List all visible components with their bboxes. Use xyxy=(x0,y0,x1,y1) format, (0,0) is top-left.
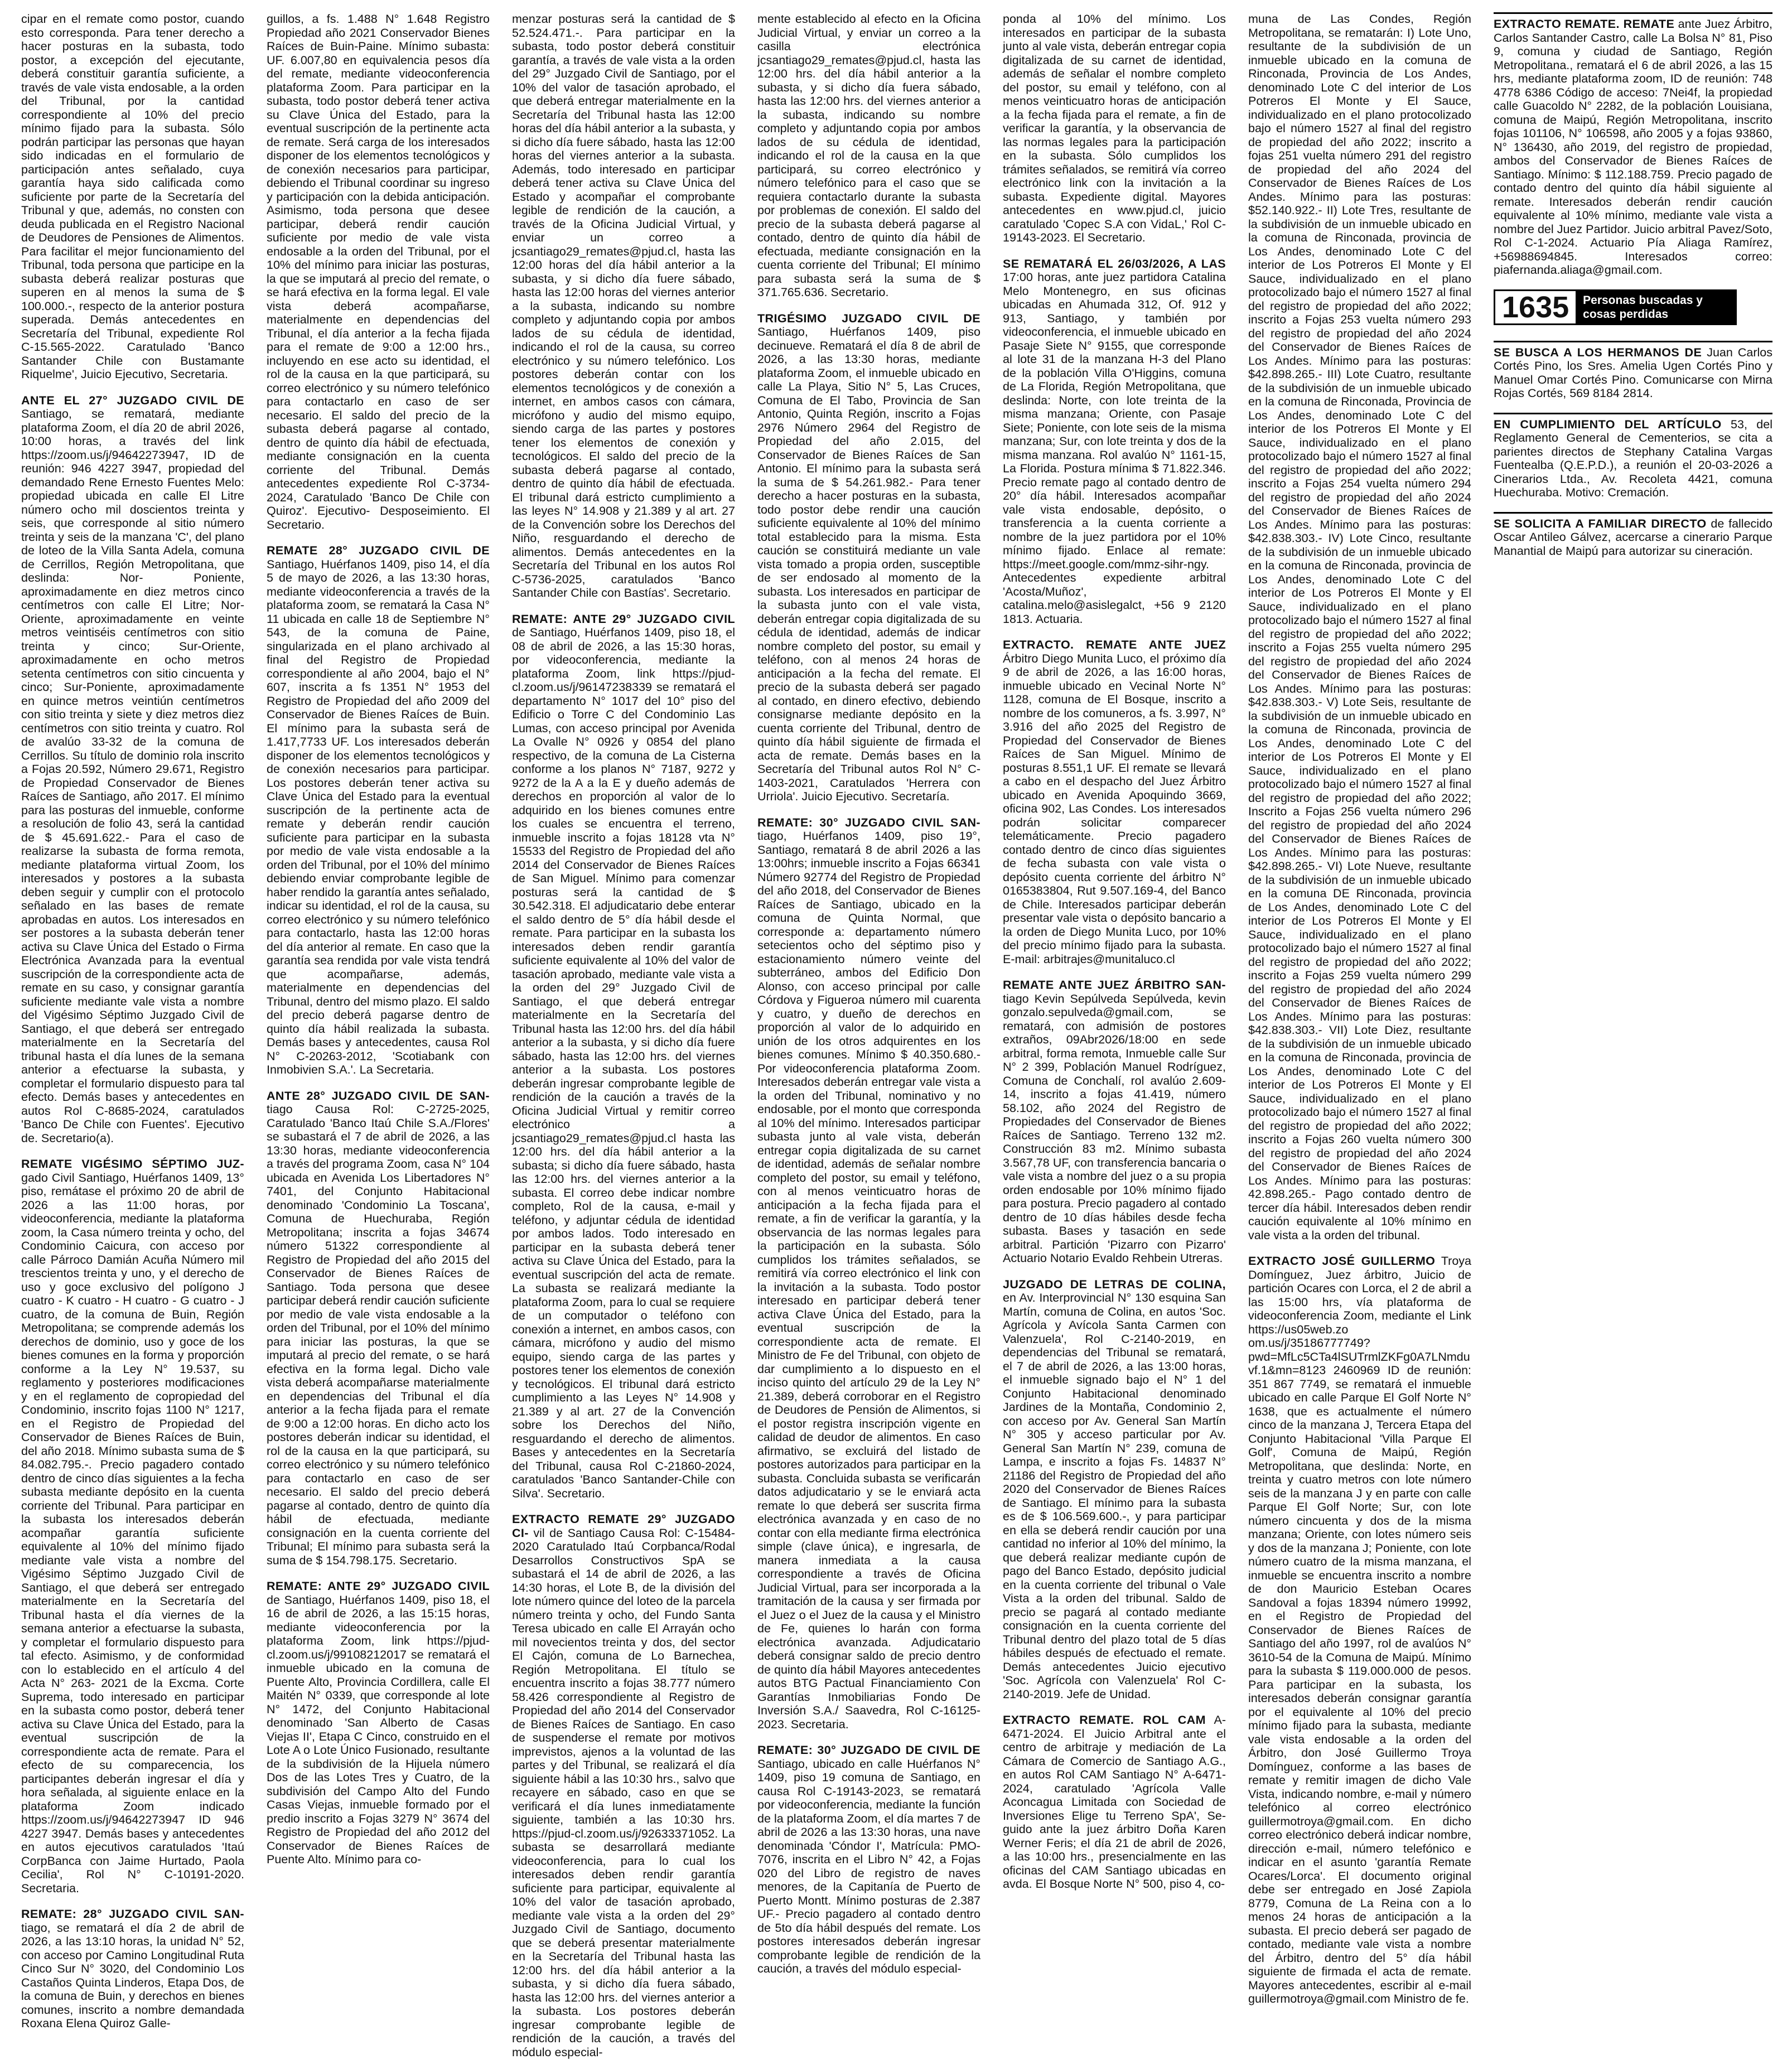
notice xyxy=(267,544,490,1077)
notice xyxy=(21,394,244,1146)
notice-heading: EXTRACTO JOSÉ GUILLERMO xyxy=(1248,1254,1436,1268)
notice-heading: REMATE: ANTE 29° JUZGADO CIVIL xyxy=(512,612,735,626)
notice-continuation xyxy=(512,12,735,600)
notice xyxy=(512,612,735,1501)
column-2 xyxy=(267,12,490,1866)
notice-heading: JUZGADO DE LETRAS DE COLINA, xyxy=(1003,1277,1226,1291)
notice xyxy=(267,1089,490,1568)
notice-text: tiago Kevin Sepúlveda Sepúlveda, kevin gonzalo.sepulveda@gmail.com, se rematará, con admisión de postores extraños, 09Abr2026/18:00 en sede arbitral, forma remota, Inmueble calle Sur N° 2 399, Población Manuel Rodríguez, Comuna de Conchalí, rol avalúo 2.609-14, inscrito a fojas 41.419, número 58.102, año 2024 del Registro de Propiedades del Conservador de Bienes Raíces de Santiago. Terreno 132 m2. Construcción 83 m2. Mínimo subasta 3.567,78 UF, con transferencia bancaria o vale vista a nombre del juez o a su propia orden endosable por 10% mínimo fijado para postura. Precio pagadero al contado dentro de 10 días hábiles desde fecha subasta. Bases y tasación en sede arbitral. Partición 'Pizarro con Pizarro' Actuario Notario Evaldo Rehbein Utreras. xyxy=(1003,992,1226,1265)
notice-text: Juan Carlos Cortés Pino, los Sres. Amelia Ugen Cortés Pino y Manuel Omar Cortés Pino. Comunicarse con Mirna Rojas Cortés, 569 8184 2814. xyxy=(1494,345,1772,400)
notice xyxy=(1494,12,1772,277)
notice-text: Santiago, Huérfanos 1409, piso 14, el día 5 de mayo de 2026, a las 13:30 horas, mediante videoconferencia a través de la plataforma zoom, se rematará la Casa N° 11 ubicada en calle 18 de Septiembre N° 543, de la comuna de Paine, singularizada en el plano archivado al final del Registro de Propiedad correspondiente al año 2004, bajo el N° 607, inscrita a fs 1351 N° 1953 del Registro de Propiedad del año 2009 del Conservador de Bienes Raíces de Buin. El mínimo para la subasta será de 1.417,7733 UF. Los interesados deberán disponer de los elementos tecnológicos y de conexión necesarios para participar. Los postores deberán tener activa su Clave Única del Estado para la eventual suscripción de la pertinente acta de remate y deberán rendir caución suficiente para participar en la subasta por medio de vale vista endosable a la orden del Tribunal, por el 10% del mínimo debiendo enviar comprobante legible de haber rendido la garantía antes señalado, indicar su identidad, el rol de la causa, su correo electrónico y su número telefónico para contactarlo, hasta las 12:00 horas del día anterior al remate. En caso que la garantía sea rendida por vale vista tendrá que acompañarse, además, materialmente en dependencias del Tribunal, dentro del mismo plazo. El saldo del precio deberá pagarse dentro de quinto día hábil realizada la subasta. Demás bases y antecedentes, causa Rol N° C-20263-2012, 'Scotiabank con Inmobivien S.A.'. La Secretaria. xyxy=(267,557,490,1076)
notice xyxy=(1003,978,1226,1265)
section-label: Personas buscadas y cosas perdidas xyxy=(1577,291,1735,323)
notice xyxy=(1003,257,1226,626)
notice-continuation xyxy=(21,12,244,381)
column-4 xyxy=(757,12,980,1975)
notice-heading: EXTRACTO REMATE. REMATE xyxy=(1494,17,1675,31)
notice xyxy=(757,1743,980,1976)
notice-heading: EN CUMPLIMIENTO DEL ARTÍCULO xyxy=(1494,417,1722,431)
notice xyxy=(1494,512,1772,558)
notice-heading: SE SOLICITA A FAMILIAR DIRECTO xyxy=(1494,516,1707,530)
column-7 xyxy=(1494,12,1772,1853)
notice-heading: EXTRACTO REMATE. ROL CAM xyxy=(1003,1713,1206,1727)
notice-heading: REMATE: 28° JUZGADO CIVIL SAN- xyxy=(21,1907,244,1921)
notice-heading: REMATE 28° JUZGADO CIVIL DE xyxy=(267,544,490,557)
notice-text: ponda al 10% del mínimo. Los interesados en participar de la subasta junto al vale vista, deberán entregar copia digitalizada de su carnet de identidad, además de señalar el nombre completo del postor, su email y teléfono, con al menos veinticuatro horas de anticipación a la fecha fijada para el remate, a fin de verificar la garantía, y la observancia de las normas legales para la participación en la subasta. Sólo cumplidos los trámites señalados, se remitirá vía correo electrónico link con la invitación a la subasta. Expediente digital. Mayores antecedentes en www.pjud.cl, juicio caratulado 'Copec S.A con VidaL,' Rol C-19143-2023. El Secretario. xyxy=(1003,12,1226,244)
notice-heading: ANTE 28° JUZGADO CIVIL DE SAN- xyxy=(267,1089,490,1103)
notice-text: tiago, Huérfanos 1409, piso 19°, Santiago, rematará 8 de abril 2026 a las 13:00hrs; inmueble inscrito a Fojas 66341 Número 92774 del Registro de Propiedad del año 2018, del Conservador de Bienes Raíces de Santiago, ubicado en la comuna de Quinta Normal, que corresponde a: departamento número setecientos ocho del séptimo piso y estacionamiento número veinte del subterráneo, ambos del Edificio Don Alonso, con acceso principal por calle Córdova y Figueroa número mil cuarenta y cuatro, y dueño de derechos en proporción al valor de lo adquirido en unión de los otros adquirentes en los bienes comunes. Mínimo $ 40.350.680.- Por videoconferencia plataforma Zoom. Interesados deberán entregar vale vista a la orden del Tribunal, nominativo y no endosable, por el monto que corresponda al 10% del mínimo. Interesados participar subasta junto al vale vista, deberán entregar copia digitalizada de su carnet de identidad, además de señalar nombre completo del postor, su email y teléfono, con al menos veinticuatro horas de anticipación a la fecha fijada para el remate, a fin de verificar la garantía, y la observancia de las normas legales para la participación en la subasta. Sólo cumplidos los trámites señalados, se remitirá vía correo electrónico el link con la invitación a la subasta. Todo postor interesado en participar deberá tener activa Clave Única del Estado, para la eventual suscripción de la correspondiente acta de remate. El Ministro de Fe del Tribunal, con objeto de dar cumplimiento a lo dispuesto en el inciso quinto del artículo 29 de la Ley N° 21.389, deberá corroborar en el Registro de Deudores de Pensión de Alimentos, si el postor registra inscripción vigente en calidad de deudor de alimentos. En caso afirmativo, se excluirá del listado de postores autorizados para participar en la subasta. Concluida subasta se verificarán datos adjudicatario y se le enviará acta remate lo que deberá ser suscrita firma electrónica avanzada y en caso de no contar con ella mediante firma electrónica simple (clave única), e ingresarla, de manera inmediata a la causa correspondiente a través de Oficina Judicial Virtual, para ser incorporada a la tramitación de la causa y ser firmada por el Juez o el Juez de la causa y el Ministro de Fe, quienes lo harán con forma electrónica avanzada. Adjudicatario deberá consignar saldo de precio dentro de quinto día hábil Mayores antecedentes autos BTG Pactual Financiamiento Con Garantías Inmobiliarias Fondo De Inversión S.A./ Saavedra, Rol C-16125-2023. Secretaria. xyxy=(757,829,980,1731)
notice xyxy=(267,1579,490,1867)
notice-continuation xyxy=(267,12,490,531)
notice-text: tiago Causa Rol: C-2725-2025, Caratulado 'Banco Itaú Chile S.A./Flores' se subastará el 7 de abril de 2026, a las 13:30 horas, mediante videoconferencia a través del programa Zoom, casa N° 104 ubicada en Avenida Los Libertadores N° 7401, del Conjunto Habitacional denominado 'Condominio La Toscana', Comuna de Huechuraba, Región Metropolitana; inscrita a fojas 34674 número 51322 correspondiente al Registro de Propiedad del año 2015 del Conservador de Bienes Raíces de Santiago. Toda persona que desee participar deberá rendir caución suficiente por medio de vale vista endosable a la orden del Tribunal, por el 10% del mínimo para iniciar las posturas, la que se imputará al precio del remate, o se hará efectiva en la forma legal. Dicho vale vista deberá acompañarse materialmente en dependencias del Tribunal el día anterior a la fecha fijada para el remate de 9:00 a 12:00 horas. En dicho acto los postores deberán indicar su identidad, el rol de la causa en la que participará, su correo electrónico y su número telefónico para contactarlo en caso de ser necesario. El saldo del precio deberá pagarse al contado, dentro de quinto día hábil de efectuada, mediante consignación en la cuenta corriente del Tribunal; El mínimo para subasta será la suma de $ 154.798.175. Secretario. xyxy=(267,1103,490,1567)
notice xyxy=(512,1512,735,2059)
notice-continuation xyxy=(1248,12,1471,1242)
column-1 xyxy=(21,12,244,2030)
notice-heading: EXTRACTO. REMATE ANTE JUEZ xyxy=(1003,638,1226,651)
notice-text: de fallecido Oscar Antileo Gálvez, acercarse a cinerario Parque Manantial de Maipú para autorizar su cineración. xyxy=(1494,516,1772,558)
notice-text: Santiago, ubicado en calle Huérfanos N° 1409, piso 19 comuna de Santiago, en causa Rol C-19143-2023, se rematará por videoconferencia, mediante la función de la plataforma Zoom, el día martes 7 de abril de 2026 a las 13:30 horas, una nave denominada 'Cóndor I', Matrícula: PMO-7076, inscrita en el Libro N° 42, a Fojas 020 del Libro de registro de naves menores, de la Capitanía de Puerto de Puerto Montt. Mínimo posturas de 2.387 UF.- Precio pagadero al contado dentro de 5to día hábil después del remate. Los postores interesados deberán ingresar comprobante legible de rendición de la caución, a través del módulo especial- xyxy=(757,1757,980,1975)
notice-text: Santiago, Huérfanos 1409, piso decinueve. Rematará el día 8 de abril de 2026, a las 13:30 horas, mediante plataforma Zoom, el inmueble ubicado en calle La Playa, Sitio N° 5, Las Cruces, Comuna de El Tabo, Provincia de San Antonio, Quinta Región, inscrito a Fojas 2976 Número 2964 del Registro de Propiedad del año 2.015, del Conservador de Bienes Raíces de San Antonio. El mínimo para la subasta será la suma de $ 54.261.982.- Para tener derecho a hacer posturas en la subasta, todo postor debe rendir una caución suficiente equivalente al 10% del mínimo total establecido para la misma. Esta caución se constituirá mediante un vale vista tomado a propia orden, susceptible de ser endosado al momento de la subasta. Los interesados en participar de la subasta junto con el vale vista, deberán entregar copia digitalizada de su cédula de identidad, además de indicar nombre completo del postor, su email y teléfono, con al menos 24 horas de anticipación a la fecha del remate. El precio de la subasta deberá ser pagado al contado, en dinero efectivo, debiendo consignarse mediante depósito en la cuenta corriente del Tribunal, dentro de quinto día hábil siguiente de firmada el acta de remate. Demás bases en la Secretaría del Tribunal autos Rol N° C-1403-2021, Caratulados 'Herrera con Urriola'. Juicio Ejecutivo. Secretaría. xyxy=(757,325,980,803)
notice xyxy=(1003,1713,1226,1891)
notice xyxy=(757,312,980,804)
notice-heading: REMATE: 30° JUZGADO CIVIL SAN- xyxy=(757,815,980,829)
notice-heading: ANTE EL 27° JUZGADO CIVIL DE xyxy=(21,393,244,407)
notice-heading: SE REMATARÁ EL 26/03/2026, A LAS xyxy=(1003,257,1226,270)
notice-text: Árbitro Diego Munita Luco, el próximo día 9 de abril de 2026, a las 16:00 horas, inmueble ubicado en Vecinal Norte N° 1128, comuna de El Bosque, inscrito a nombre de los comuneros, a fs. 3.997, N° 3.916 del año 2025 del Registro de Propiedad del Conservador de Bienes Raíces de San Miguel. Mínimo de posturas 8.551,1 UF. El remate se llevará a cabo en el despacho del Juez Árbitro ubicado en Avenida Apoquindo 3669, oficina 902, Las Condes. Los interesados podrán solicitar comparecer telemáticamente. Precio pagadero contado dentro de cinco días siguientes de fecha subasta con vale vista o depósito cuenta corriente del árbitro N° 0165383804, Rut 9.507.169-4, del Banco de Chile. Interesados participar deberán presentar vale vista o depósito bancario a la orden de Diego Munita Luco, por 10% del precio mínimo fijado para la subasta. E-mail: arbitrajes@munitaluco.cl xyxy=(1003,651,1226,966)
notice-heading: REMATE VIGÉSIMO SÉPTIMO JUZ- xyxy=(21,1157,244,1171)
notice-text: de Santiago, Huérfanos 1409, piso 18, el 16 de abril de 2026, a las 15:15 horas, mediante videoconferencia por la plataforma Zoom, link https://pjud-cl.zoom.us/j/99108212017 se rematará el inmueble ubicado en la comuna de Puente Alto, Provincia Cordillera, calle El Maitén N° 0339, que corresponde al lote N° 1472, del Conjunto Habitacional denominado 'San Alberto de Casas Viejas II', Etapa C Cinco, construido en el Lote A o Lote Único Fusionado, resultante de la subdivisión de la Hijuela número Dos de las Lotes Tres y Cuatro, de la subdivisión del Campo Alto del Fundo Casas Viejas, inmueble formado por el predio inscrito a Fojas 3279 N° 3674 del Registro de Propiedad del año 2012 del Conservador de Bienes Raíces de Puente Alto. Mínimo para co- xyxy=(267,1593,490,1866)
notice-heading: TRIGÉSIMO JUZGADO CIVIL DE xyxy=(757,311,980,325)
notice-text: de Santiago, Huérfanos 1409, piso 18, el 08 de abril de 2026, a las 15:30 horas, por videoconferencia, mediante la plataforma Zoom, link https://pjud-cl.zoom.us/j/96147238339 se rematará el departamento N° 1017 del 10° piso del Edificio o Torre C del Condominio Las Lumas, con acceso principal por Avenida La Ovalle N° 0926 y 0854 del plano respectivo, de la comuna de La Cisterna conforme a los planos N° 7187, 9272 y 9272 de la A a la E y dueño además de derechos en proporción al valor de lo adquirido en los bienes comunes entre los cuales se encuentra el terreno, inmueble inscrito a fojas 18128 vta N° 15533 del Registro de Propiedad del año 2014 del Conservador de Bienes Raíces de San Miguel. Mínimo para comenzar posturas será la cantidad de $ 30.542.318. El adjudicatario debe enterar el saldo dentro de 5° día hábil desde el remate. Para participar en la subasta los interesados deben rendir garantía suficiente equivalente al 10% del valor de tasación aprobado, mediante vale vista a la orden del 29° Juzgado Civil de Santiago, el que deberá entregar materialmente en la Secretaría del Tribunal hasta las 12:00 hrs. del día hábil anterior a la subasta, y si dicho día fuere sábado, hasta las 12:00 hrs. del viernes anterior a la subasta. Los postores deberán ingresar comprobante legible de rendición de la caución a través de la Oficina Judicial Virtual y remitir correo electrónico a jcsantiago29_remates@pjud.cl hasta las 12:00 hrs. del día hábil anterior a la subasta; si dicho día fuere sábado, hasta las 12:00 hrs. del viernes anterior a la subasta. El correo debe indicar nombre completo, Rol de la causa, e-mail y teléfono, y adjuntar cédula de identidad por ambos lados. Todo interesado en participar en la subasta deberá tener activa su Clave Única del Estado, para la eventual suscripción del acta de remate. La subasta se realizará mediante la plataforma Zoom, para lo cual se requiere de un computador o teléfono con conexión a internet, en ambos casos, con cámara, micrófono y audio del mismo equipo, siendo carga de las partes y postores tener los elementos de conexión y tecnológicos. El tribunal dará estricto cumplimiento a las Leyes N° 14.908 y 21.389 y al art. 27 de la Convención sobre los Derechos del Niño, resguardando el derecho de alimentos. Bases y antecedentes en la Secretaría del Tribunal, causa Rol C-21860-2024, caratulados 'Banco Santander-Chile con Silva'. Secretario. xyxy=(512,626,735,1500)
column-6 xyxy=(1248,12,1471,2005)
section-number: 1635 xyxy=(1495,291,1577,323)
notice-heading: EXTRACTO REMATE 29° JUZGADO CI- xyxy=(512,1512,735,1540)
notice-heading: SE BUSCA A LOS HERMANOS DE xyxy=(1494,345,1702,359)
notice xyxy=(21,1907,244,2031)
section-header xyxy=(1494,289,1737,325)
notice-continuation xyxy=(1003,12,1226,245)
column-3 xyxy=(512,12,735,2059)
notice-continuation xyxy=(757,12,980,299)
notice-text: menzar posturas será la cantidad de $ 52.524.471.-. Para participar en la subasta, todo postor deberá constituir garantía, a través de vale vista a la orden del 29° Juzgado Civil de Santiago, por el 10% del valor de tasación aprobado, el que deberá entregar materialmente en la Secretaría del Tribunal hasta las 12:00 horas del día hábil anterior a la subasta, y si dicho día fuere sábado, hasta las 12:00 horas del viernes anterior a la subasta. Además, todo interesado en participar deberá tener activa su Clave Única del Estado y acompañar el comprobante legible de rendición de la caución, a través de la Oficina Judicial Virtual, y enviar un correo a jcsantiago29_remates@pjud.cl, hasta las 12:00 horas del día hábil anterior a la subasta, y si dicho día fuere sábado, hasta las 12:00 horas del viernes anterior a la subasta, indicando su nombre completo y adjuntando copia por ambos lados de su cédula de identidad, indicando el rol de la causa, su correo electrónico y su número telefónico. Los postores deberán contar con los elementos tecnológicos y de conexión a internet, en ambos casos con cámara, micrófono y audio del mismo equipo, siendo carga de las partes y postores tener los elementos de conexión y tecnológicos. El saldo del precio de la subasta deberá pagarse al contado, dentro de quinto día hábil de efectuada. El tribunal dará estricto cumplimiento a las leyes N° 14.908 y 21.389 y al art. 27 de la Convención sobre los Derechos del Niño, resguardando el derecho de alimentos. Demás antecedentes en la Secretaría del Tribunal en los autos Rol C-5736-2025, caratulados 'Banco Santander Chile con Bastías'. Secretario. xyxy=(512,12,735,600)
notice-text: tiago, se rematará el día 2 de abril de 2026, a las 13:10 horas, la unidad N° 52, con acceso por Camino Longitudinal Ruta Cinco Sur N° 3020, del Condominio Los Castaños Quinta Linderos, Etapa Dos, de la comuna de Buin, y derechos en bienes comunes, inscrito a nombre demandada Roxana Elena Quiroz Galle- xyxy=(21,1921,244,2030)
notice-heading: REMATE: ANTE 29° JUZGADO CIVIL xyxy=(267,1579,490,1593)
notice-text: ante Juez Árbitro, Carlos Santander Castro, calle La Bolsa N° 81, Piso 9, comuna y ciudad de Santiago, Región Metropolitana., rematará el 6 de abril 2026, a las 15 hrs, mediante plataforma zoom, ID de reunión: 748 4778 6386 Código de acceso: 7Nei4f, la propiedad calle Guacoldo N° 2282, de la población Louisiana, comuna de Maipú, Región Metropolitana, inscrito fojas 101106, N° 106598, año 2005 y a fojas 93860, N° 136430, año 2019, del registro de propiedad, ambos del Conservador de Bienes Raíces de Santiago. Mínimo: $ 112.188.759. Precio pagado de contado dentro del quinto día hábil siguiente al remate. Interesados deberán rendir caución equivalente al 10% mínimo, mediante vale vista a nombre del Juez Partidor. Juicio arbitral Pavez/Soto, Rol C-1-2024. Actuario Pía Aliaga Ramírez, +56988694845. Interesados correo: piafernanda.aliaga@gmail.com. xyxy=(1494,17,1772,277)
notice xyxy=(1494,341,1772,400)
notice-heading: REMATE: 30° JUZGADO DE CIVIL DE xyxy=(757,1743,980,1757)
notice-text: Santiago, se rematará, mediante plataforma Zoom, el día 20 de abril 2026, 10:00 horas, a través del link https://zoom.us/j/94642273947, ID de reunión: 946 4227 3947, propiedad del demandado Rene Ernesto Fuentes Melo: propiedad ubicada en calle El Litre número ocho mil doscientos treinta y seis, que corresponde al sitio número treinta y seis de la manzana 'C', del plano de loteo de la Villa Santa Adela, comuna de Cerrillos, Región Metropolitana, que deslinda: Nor- Poniente, aproximadamente en diez metros cinco centímetros con calle El Litre; Nor-Oriente, aproximadamente en veinte metros veintiséis centímetros con sitio treinta y cinco; Sur-Oriente, aproximadamente en ocho metros setenta centímetros con sitio cincuenta y cinco; Sur-Poniente, aproximadamente en quince metros veintiún centímetros con sitio treinta y siete y diez metros diez centímetros con sitio treinta y cuatro. Rol de avalúo 33-32 de la comuna de Cerrillos. Su título de dominio rola inscrito a Fojas 20.592, Número 29.671, Registro de Propiedad Conservador de Bienes Raíces de Santiago, año 2017. El mínimo para las posturas del inmueble, conforme a resolución de folio 43, será la cantidad de $ 45.691.622.- Para el caso de realizarse la subasta de forma remota, mediante plataforma virtual Zoom, los interesados y postores a la subasta deben seguir y cumplir con el protocolo señalado en las bases de remate aprobadas en autos. Los interesados en ser postores a la subasta deberán tener activa su Clave Única del Estado o Firma Electrónica Avanzada para la eventual suscripción de la correspondiente acta de remate en su caso, y consignar garantía suficiente mediante vale vista a nombre del Vigésimo Séptimo Juzgado Civil de Santiago, el que deberá ser entregado materialmente en la Secretaría del tribunal hasta el día lunes de la semana anterior a efectuarse la subasta, y completar el formulario dispuesto para tal efecto. Demás bases y antecedentes en autos Rol C-8685-2024, caratulados 'Banco De Chile con Fuentes'. Ejecutivo de. Secretario(a). xyxy=(21,407,244,1145)
notice xyxy=(1248,1254,1471,2006)
notice-text: gado Civil Santiago, Huérfanos 1409, 13° piso, remátase el próximo 20 de abril de 2026 a las 11:00 horas, por videoconferencia, mediante la plataforma zoom, la Casa número treinta y ocho, del Condominio Caicura, con acceso por calle Párroco Damián Acuña Número mil trescientos treinta y uno, y el derecho de uso y goce exclusivo del polígono J cuatro - K cuatro - H cuatro - G cuatro - J cuatro, de la comuna de Buin, Región Metropolitana; se comprende además los derechos de dominio, uso y goce de los bienes comunes en la forma y proporción conforme a la Ley N° 19.537, su reglamento y posteriores modificaciones y en el reglamento de copropiedad del Condominio, inscrito fojas 1100 N° 1217, en el Registro de Propiedad del Conservador de Bienes Raíces de Buin, del año 2018. Mínimo subasta suma de $ 84.082.795.-. Precio pagadero contado dentro de cinco días siguientes a la fecha subasta mediante depósito en la cuenta corriente del Tribunal. Para participar en la subasta los interesados deberán acompañar garantía suficiente equivalente al 10% del mínimo fijado mediante vale vista a nombre del Vigésimo Séptimo Juzgado Civil de Santiago, el que deberá ser entregado materialmente en la Secretaría del Tribunal hasta el día viernes de la semana anterior a efectuarse la subasta, y completar el formulario dispuesto para tal efecto. Asimismo, y de conformidad con lo establecido en el artículo 4 del Acta N° 263- 2021 de la Excma. Corte Suprema, todo interesado en participar en la subasta como postor, deberá tener activa su Clave Única del Estado, para la eventual suscripción de la correspondiente acta de remate. Para el efecto de su comparecencia, los participantes deberán ingresar el día y hora señalada, al siguiente enlace en la plataforma Zoom indicado https://zoom.us/j/94642273947 ID 946 4227 3947. Demás bases y antecedentes en autos ejecutivos caratulados 'Itaú CorpBanca con Jaime Hurtado, Paola Cecilia', Rol N° C-10191-2020. Secretaria. xyxy=(21,1171,244,1895)
notice-text: muna de Las Condes, Región Metropolitana, se rematarán: I) Lote Uno, resultante de la subdivisión de un inmueble ubicado en la comuna de Rinconada, Provincia de Los Andes, denominado Lote C del interior de Los Potreros El Monte y El Sauce, individualizado en el plano protocolizado bajo el número 1527 al final del registro de propiedad del año 2022; inscrito a fojas 251 vuelta número 291 del registro de propiedad del año 2024 del Conservador de Bienes Raíces de Los Andes. Mínimo para las posturas: $52.140.922.- II) Lote Tres, resultante de la subdivisión de un inmueble ubicado en la comuna de Rinconada, provincia de Los Andes, denominado Lote C del interior de Los Potreros El Monte y El Sauce, individualizado en el plano protocolizado bajo el número 1527 al final del registro de propiedad del año 2022; inscrito a Fojas 253 vuelta número 293 del registro de propiedad del año 2024 del Conservador de Bienes Raíces de Los Andes. Mínimo para las posturas: $42.898.265.- III) Lote Cuatro, resultante de la subdivisión de un inmueble ubicado en la comuna de Rinconada, Provincia de Los Andes, denominado Lote C del interior de los Potreros El Monte y El Sauce, individualizado en el plano protocolizado bajo el número 1527 al final del registro de propiedad del año 2022; inscrito a Fojas 254 vuelta número 294 del registro de propiedad del año 2024 del Conservador de Bienes Raíces de Los Andes. Mínimo para las posturas: $42.838.303.- IV) Lote Cinco, resultante de la subdivisión de un inmueble ubicado en la comuna de Rinconada, provincia de Los Andes, denominado Lote C del interior de Los Potreros El Monte y El Sauce, individualizado en el plano protocolizado bajo el número 1527 al final del registro de propiedad del año 2022; inscrito a Fojas 255 vuelta número 295 del registro de propiedad del año 2024 del Conservador de Bienes Raíces de Los Andes. Mínimo para las posturas: $42.838.303.- V) Lote Seis, resultante de la subdivisión de un inmueble ubicado en la comuna de Rinconada, provincia de Los Andes, denominado Lote C del interior de Los Potreros El Monte y El Sauce, individualizado en el plano protocolizado bajo el número 1527 al final del registro de propiedad del año 2022; Inscrito a Fojas 256 vuelta número 296 del registro de propiedad del año 2024 del Conservador de Bienes Raíces de Los Andes. Mínimo para las posturas: $42.898.265.- VI) Lote Nueve, resultante de la subdivisión de un inmueble ubicado en la comuna DE Rinconada, provincia de Los Andes, denominado Lote C del interior de Los Potreros El Monte y El Sauce, individualizado en el plano protocolizado bajo el número 1527 al final del registro de propiedad del año 2022; inscrito a Fojas 259 vuelta número 299 del registro de propiedad del año 2024 del Conservador de Bienes Raíces de Los Andes. Mínimo para las posturas: $42.838.303.- VII) Lote Diez, resultante de la subdivisión de un inmueble ubicado en la comuna de Rinconada, provincia de Los Andes, denominado Lote C del interior de Los Potreros El Monte y El Sauce, individualizado en el plano protocolizado bajo el número 1527 al final del registro de propiedad del año 2022; inscrito a Fojas 260 vuelta número 300 del registro de propiedad del año 2024 del Conservador de Bienes Raíces de Los Andes. Mínimo para las posturas: 42.898.265.- Pago contado dentro de tercer día hábil. Interesados deben rendir caución equivalente al 10% mínimo en vale vista a la orden del tribunal. xyxy=(1248,12,1471,1242)
notice-text: cipar en el remate como postor, cuando esto corresponda. Para tener derecho a hacer posturas en la subasta, todo postor, a excepción del ejecutante, deberá constituir garantía suficiente, a través de vale vista endosable, a la orden del Tribunal, por la cantidad correspondiente al 10% del precio mínimo fijado para la subasta. Sólo podrán participar las personas que hayan sido indicadas en el formulario de participación antes señalado, cuya garantía haya sido calificada como suficiente por parte de la Secretaría del Tribunal y que, además, no consten con deuda publicada en el Registro Nacional de Deudores de Pensiones de Alimentos. Para facilitar el mejor funcionamiento del Tribunal, toda persona que participe en la subasta deberá realizar posturas que superen en al menos la suma de $ 100.000.-, respecto de la anterior postura superada. Demás antecedentes en Secretaría del Tribunal, expediente Rol C-15.565-2022. Caratulado 'Banco Santander Chile con Bustamante Riquelme', Juicio Ejecutivo, Secretaria. xyxy=(21,12,244,381)
notice xyxy=(21,1157,244,1895)
notice-heading: REMATE ANTE JUEZ ÁRBITRO SAN- xyxy=(1003,978,1226,992)
notice xyxy=(1494,413,1772,500)
notice-text: mente establecido al efecto en la Oficina Judicial Virtual, y enviar un correo a la casilla electrónica jcsantiago29_remates@pjud.cl, hasta las 12:00 hrs. del día hábil anterior a la subasta, y si dicho día fuera sábado, hasta las 12:00 hrs. del viernes anterior a la subasta, indicando su nombre completo y adjuntando copia por ambos lados de su cédula de identidad, indicando el rol de la causa en la que participará, su correo electrónico y número telefónico para el caso que se requiera contactarlo durante la subasta por problemas de conexión. El saldo del precio de la subasta deberá pagarse al contado, dentro de quinto día hábil de efectuada, mediante consignación en la cuenta corriente del Tribunal; El mínimo para subasta será la suma de $ 371.765.636. Secretario. xyxy=(757,12,980,299)
notice-text: Troya Domínguez, Juez árbitro, Juicio de partición Ocares con Lorca, el 2 de abril a las 15:00 hrs, vía plataforma de videoconferencia Zoom, mediante el Link https://us05web.zo om.us/j/35186777749?pwd=MfLc5CTa4lSUTrmlZKFg0A7LNmduvf.1&mn=8123 2460969 ID de reunión: 351 867 7749, se rematará el inmueble ubicado en calle Parque El Golf Norte N° 1638, que es actualmente el número cinco de la manzana J, Tercera Etapa del Conjunto Habitacional 'Villa Parque El Golf', Comuna de Maipú, Región Metropolitana, que deslinda: Norte, en treinta y cuatro metros con lote número seis de la manzana J y en parte con calle Parque El Golf Norte; Sur, con lote número cincuenta y dos de la misma manzana; Oriente, con lotes número seis y dos de la manzana J; Poniente, con lote número cuatro de la misma manzana, el inmueble se encuentra inscrito a nombre de don Mauricio Esteban Ocares Sandoval a fojas 18394 número 19992, en el Registro de Propiedad del Conservador de Bienes Raíces de Santiago del año 1997, rol de avalúos N° 3610-54 de la Comuna de Maipú. Mínimo para la subasta $ 119.000.000 de pesos. Para participar en la subasta, los interesados deberán consignar garantía por el equivalente al 10% del precio mínimo fijado para la subasta, mediante vale vista endosable a la orden del Árbitro, don José Guillermo Troya Domínguez, conforme a las bases de remate y remitir imagen de dicho Vale Vista, indicando nombre, e-mail y número telefónico al correo electrónico guillermotroya@gmail.com. En dicho correo electrónico deberá indicar nombre, dirección e-mail, número telefónico e indicar en el asunto 'garantía Remate Ocares/Lorca'. El documento original debe ser entregado en José Zapiola 8779, Comuna de La Reina con a lo menos 24 horas de anticipación a la subasta. El precio deberá ser pagado de contado, mediante vale vista a nombre del Árbitro, dentro del 5° día hábil siguiente de firmada el acta de remate. Mayores antecedentes, escribir al e-mail guillermotroya@gmail.com Ministro de fe. xyxy=(1248,1254,1471,2005)
notice xyxy=(757,816,980,1732)
notice-text: 17:00 horas, ante juez partidora Catalina Melo Montenegro, en sus oficinas ubicadas en Ahumada 312, Of. 912 y 913, Santiago, y también por videoconferencia, el inmueble ubicado en Pasaje Siete N° 9155, que corresponde al lote 31 de la manzana H-3 del Plano de la población Villa O'Higgins, comuna de La Florida, Región Metropolitana, que deslinda: Norte, con lote treinta de la misma manzana; Oriente, con Pasaje Siete; Poniente, con lote seis de la misma manzana; Sur, con lote treinta y dos de la misma manzana. Rol avalúo N° 1161-15, La Florida. Postura mínima $ 71.822.346. Precio remate pago al contado dentro de 20° día hábil. Interesados acompañar vale vista endosable, depósito, o transferencia a la cuenta corriente a nombre de la juez partidora por el 10% mínimo fijado. Enlace al remate: https://meet.google.com/mmz-sihr-ngy. Antecedentes expediente arbitral 'Acosta/Muñoz', catalina.melo@asislegalct, +56 9 2120 1813. Actuaria. xyxy=(1003,270,1226,626)
notice-text: A-6471-2024. El Juicio Arbitral ante el centro de arbitraje y mediación de La Cámara de Comercio de Santiago A.G., en autos Rol CAM Santiago N° A-6471-2024, caratulado 'Agrícola Valle Aconcagua Limitada con Sociedad de Inversiones Elige tu Terreno SpA', Se-guido ante la juez árbitro Doña Karen Werner Feris; el día 21 de abril de 2026, a las 10:00 hrs., presencialmente en las oficinas del CAM Santiago ubicadas en avda. El Bosque Norte N° 500, piso 4, co- xyxy=(1003,1713,1226,1891)
column-5 xyxy=(1003,12,1226,1891)
notice-text: en Av. Interprovincial N° 130 esquina San Martín, comuna de Colina, en autos 'Soc. Agrícola y Avícola Santa Carmen con Valenzuela', Rol C-2140-2019, en dependencias del Tribunal se rematará, el 7 de abril de 2026, a las 13:00 horas, el inmueble signado bajo el N° 1 del Conjunto Habitacional denominado Jardines de la Montaña, Condominio 2, con acceso por Av. General San Martín N° 305 y acceso particular por Av. General San Martín N° 239, comuna de Lampa, e inscrito a fojas Fs. 14837 N° 21186 del Registro de Propiedad del año 2020 del Conservador de Bienes Raíces de Santiago. El mínimo para la subasta es de $ 106.569.600.-, y para participar en ella se deberá rendir caución por una cantidad no inferior al 10% del mínimo, la que deberá realizar mediante cupón de pago del Banco Estado, depósito judicial en la cuenta corriente del tribunal o Vale Vista a la orden del tribunal. Saldo de precio se pagará al contado mediante consignación en la cuenta corriente del Tribunal dentro del plazo total de 5 días hábiles después de efectuado el remate. Demás antecedentes Juicio ejecutivo 'Soc. Agrícola con Valenzuela' Rol C-2140-2019. Jefe de Unidad. xyxy=(1003,1291,1226,1701)
notice xyxy=(1003,638,1226,966)
notice-text: 53, del Reglamento General de Cementerios, se cita a parientes directos de Stephany Catalina Vargas Fuentealba (Q.E.P.D.), a reunión el 20-03-2026 a Cinerarios Ltda., Av. Recoleta 4421, comuna Huechuraba. Motivo: Cremación. xyxy=(1494,417,1772,499)
notice-text: vil de Santiago Causa Rol: C-15484-2020 Caratulado Itaú Corpbanca/Rodal Desarrollos Constructivos SpA se subastará el 14 de abril de 2026, a las 14:30 horas, el Lote B, de la división del lote número quince del loteo de la parcela número treinta y ocho, del Fundo Santa Teresa ubicado en calle El Arrayán ocho mil novecientos treinta y dos, del sector El Cajón, comuna de Lo Barnechea, Región Metropolitana. El título se encuentra inscrito a fojas 38.777 número 58.426 correspondiente al Registro de Propiedad del año 2014 del Conservador de Bienes Raíces de Santiago. En caso de suspenderse el remate por motivos imprevistos, ajenos a la voluntad de las partes y del Tribunal, se realizará el día siguiente hábil a las 10:30 hrs., salvo que recayere en sábado, caso en que se verificará el día lunes inmediatamente siguiente, también a las 10:30 hrs. https://pjud-cl.zoom.us/j/92633371052. La subasta se desarrollará mediante videoconferencia, para lo cual los interesados deben rendir garantía suficiente para participar, equivalente al 10% del valor de tasación aprobado, mediante vale vista a la orden del 29° Juzgado Civil de Santiago, documento que se deberá presentar materialmente en la Secretaría del Tribunal hasta las 12:00 hrs. del día hábil anterior a la subasta, y si dicho día fuera sábado, hasta las 12:00 hrs. del viernes anterior a la subasta. Los postores deberán ingresar comprobante legible de rendición de la caución, a través del módulo especial- xyxy=(512,1526,735,2059)
notice-text: guillos, a fs. 1.488 N° 1.648 Registro Propiedad año 2021 Conservador Bienes Raíces de Buin-Paine. Mínimo subasta: UF. 6.007,80 en equivalencia pesos día del remate, mediante videoconferencia plataforma Zoom. Para participar en la subasta, todo postor deberá tener activa su Clave Única del Estado, para la eventual suscripción de la pertinente acta de remate. Será carga de los interesados disponer de los elementos tecnológicos y de conexión necesarios para participar, debiendo el Tribunal coordinar su ingreso y participación con la debida anticipación. Asimismo, toda persona que desee participar, deberá rendir caución suficiente por medio de vale vista endosable a la orden del Tribunal, por el 10% del mínimo para iniciar las posturas, la que se imputará al precio del remate, o se hará efectiva en la forma legal. El vale vista deberá acompañarse, materialmente en dependencias del Tribunal, el día anterior a la fecha fijada para el remate de 9:00 a 12:00 hrs., incluyendo en ese acto su identidad, el rol de la causa en la que participará, su correo electrónico y su número telefónico para contactarlo en caso de ser necesario. El saldo del precio de la subasta deberá pagarse al contado, dentro de quinto día hábil de efectuada, mediante consignación en la cuenta corriente del Tribunal. Demás antecedentes expediente Rol C-3734-2024, Caratulado 'Banco De Chile con Quiroz'. Ejecutivo- Desposeimiento. El Secretario. xyxy=(267,12,490,531)
notice xyxy=(1003,1278,1226,1702)
